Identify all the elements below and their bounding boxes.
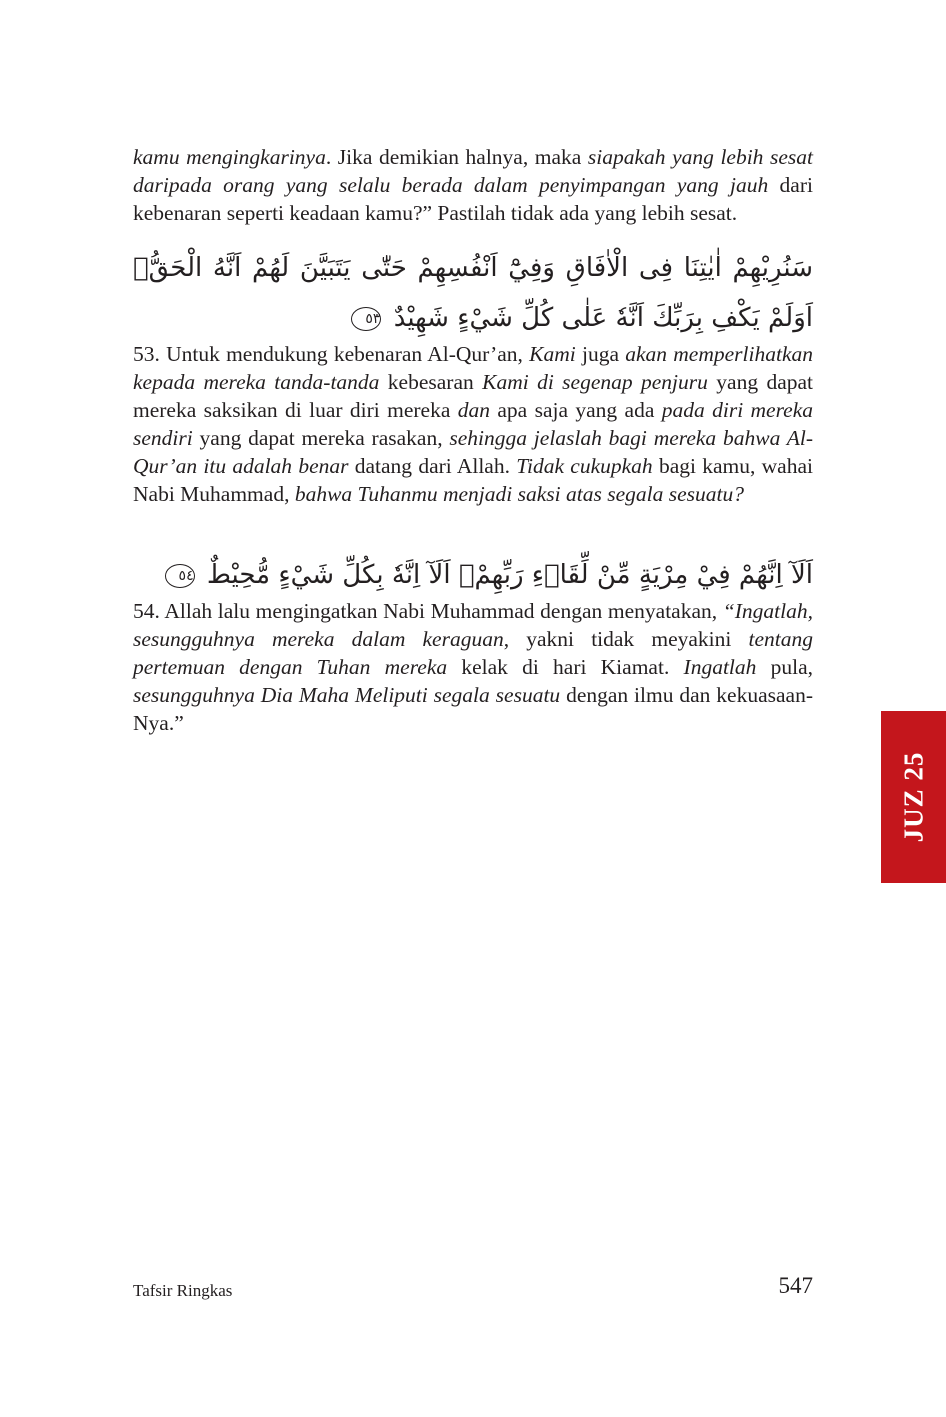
text-run: Ingatlah xyxy=(683,655,757,679)
text-run: Kami xyxy=(529,342,576,366)
text-run: , yakni tidak meyakini xyxy=(503,627,749,651)
text-run: sesungguhnya Dia Maha Meliputi segala sesuatu xyxy=(133,683,561,707)
text-run: siapakah yang lebih sesat daripada orang yang selalu berada dalam penyimpangan yang jauh xyxy=(133,145,813,197)
text-run: apa saja yang ada xyxy=(490,398,662,422)
text-run: sehingga jelaslah bagi mereka bahwa Al-Qur’an itu adalah benar xyxy=(133,426,813,478)
text-run: kelak di hari Kiamat. xyxy=(447,655,684,679)
text-run: bahwa Tuhanmu menjadi saksi atas segala sesuatu? xyxy=(294,482,744,506)
text-run: pula, xyxy=(756,655,813,679)
text-run: pada diri mereka sendiri xyxy=(133,398,814,450)
paragraph-verse-54-commentary xyxy=(133,597,813,737)
text-run: Tidak cukupkah xyxy=(516,454,653,478)
quran-verse-53 xyxy=(133,243,813,343)
text-run: Kami di segenap penjuru xyxy=(482,370,708,394)
text-run: . Jika demikian halnya, maka xyxy=(325,145,588,169)
text-run: datang dari Allah. xyxy=(348,454,517,478)
paragraph-continuation xyxy=(133,143,813,227)
text-run: bagi kamu, wahai Nabi Muhammad, xyxy=(133,454,813,506)
text-run: juga xyxy=(575,342,626,366)
juz-tab xyxy=(881,711,946,883)
text-run: 53. Untuk mendukung kebenaran Al-Qur’an, xyxy=(133,342,530,366)
text-run: 54. Allah lalu mengingatkan Nabi Muhammad dengan menyatakan, xyxy=(133,599,723,623)
quran-verse-54 xyxy=(133,550,813,600)
text-run: dan xyxy=(457,398,491,422)
text-run: “Ingatlah, sesungguhnya mereka dalam keraguan xyxy=(133,599,813,651)
text-run: yang dapat mereka saksikan di luar diri mereka xyxy=(133,370,814,422)
verse-54-text: اَلَآ اِنَّهُمْ فِيْ مِرْيَةٍ مِّنْ لِّقَاۤءِ رَبِّهِمْۗ اَلَآ اِنَّهٗ بِكُلِّ شَيْءٍ مُّحِيْطٌ xyxy=(206,560,813,590)
footer-book-title: Tafsir Ringkas xyxy=(133,1281,233,1300)
verse-53-number: ٥٣ xyxy=(351,307,381,331)
page-number: 547 xyxy=(778,1273,813,1298)
verse-54-number: ٥٤ xyxy=(165,564,195,588)
juz-label: JUZ 25 xyxy=(898,751,928,843)
text-run: dari kebenaran seperti keadaan kamu?” Pastilah tidak ada yang lebih sesat. xyxy=(133,173,813,225)
text-run: akan memperlihatkan kepada mereka tanda-tanda xyxy=(133,342,813,394)
text-run: tentang pertemuan dengan Tuhan mereka xyxy=(133,627,814,679)
text-run: kebesaran xyxy=(379,370,483,394)
text-run: kamu mengingkarinya xyxy=(133,145,326,169)
paragraph-verse-53-commentary xyxy=(133,340,813,508)
text-run: dengan ilmu dan kekuasaan-Nya.” xyxy=(133,683,813,735)
verse-53-text: سَنُرِيْهِمْ اٰيٰتِنَا فِى الْاٰفَاقِ وَفِيْٓ اَنْفُسِهِمْ حَتّٰى يَتَبَيَّنَ لَهُمْ اَنَّهُ الْحَقُّۗ اَوَلَمْ يَكْفِ بِرَبِّكَ اَنَّهٗ عَلٰى كُلِّ شَيْءٍ شَهِيْدٌ xyxy=(133,253,813,333)
text-run: yang dapat mereka rasakan, xyxy=(192,426,450,450)
